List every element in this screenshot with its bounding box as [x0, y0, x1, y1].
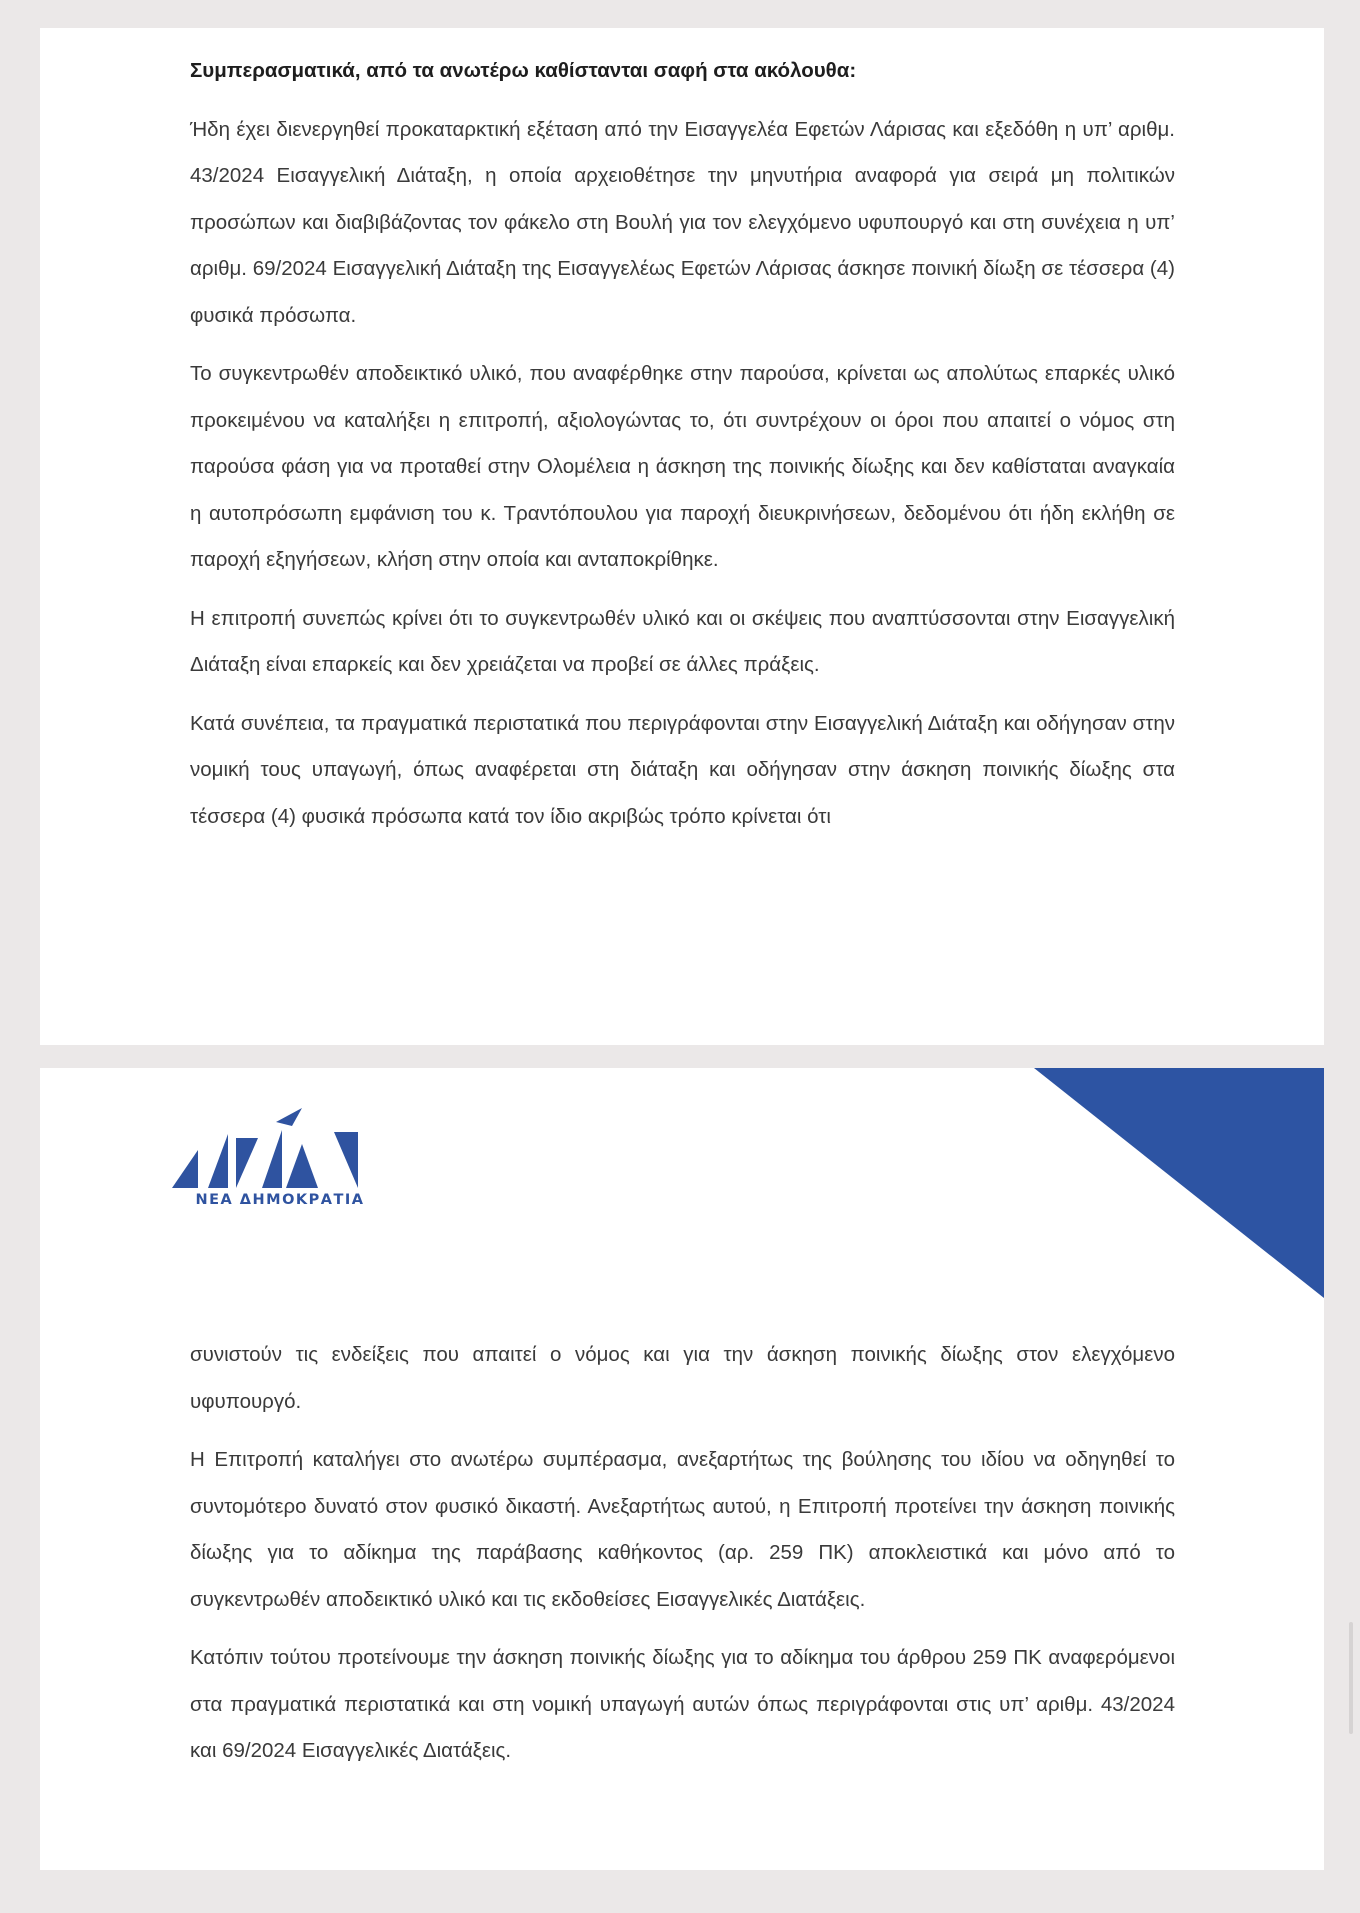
paragraph-preliminary-investigation: Ήδη έχει διενεργηθεί προκαταρκτική εξέταση από την Εισαγγελέα Εφετών Λάρισας και εξεδόθη η υπ’ αριθμ. 43/2024 Εισαγγελική Διάταξη, η οποία αρχειοθέτησε την μηνυτήρια αναφορά για σειρά μη πολιτικών προσώπων και διαβιβάζοντας τον φάκελο στη Βουλή για τον ελεγχόμενο υφυπουργό και στη συνέχεια η υπ’ αριθμ. 69/2024 Εισαγγελική Διάταξη της Εισαγγελέως Εφετών Λάρισας άσκησε ποινική δίωξη σε τέσσερα (4) φυσικά πρόσωπα.: [190, 117, 1175, 327]
paragraph-committee-judgement: Η επιτροπή συνεπώς κρίνει ότι το συγκεντρωθέν υλικό και οι σκέψεις που αναπτύσσονται στην Εισαγγελική Διάταξη είναι επαρκείς και δεν χρειάζεται να προβεί σε άλλες πράξεις.: [190, 606, 1175, 676]
logo-text: ΝΕΑ ΔΗΜΟΚΡΑΤΙΑ: [195, 1192, 365, 1208]
paragraph-consequently: Κατά συνέπεια, τα πραγματικά περιστατικά που περιγράφονται στην Εισαγγελική Διάταξη και οδήγησαν στην νομική τους υπαγωγή, όπως αναφέρεται στη διάταξη και οδήγησαν στην άσκηση ποινικής δίωξης στα τέσσερα (4) φυσικά πρόσωπα κατά τον ίδιο ακριβώς τρόπο κρίνεται ότι: [190, 711, 1175, 828]
nea-dimokratia-logo: [160, 1108, 400, 1218]
paragraph-continuation: συνιστούν τις ενδείξεις που απαιτεί ο νόμος και για την άσκηση ποινικής δίωξης στον ελεγχόμενο υφυπουργό.: [190, 1343, 1175, 1413]
paragraph-evidence-sufficiency: Το συγκεντρωθέν αποδεικτικό υλικό, που αναφέρθηκε στην παρούσα, κρίνεται ως απολύτως επαρκές υλικό προκειμένου να καταλήξει η επιτροπή, αξιολογώντας το, ότι συντρέχουν οι όροι που απαιτεί ο νόμος στη παρούσα φάση για να προταθεί στην Ολομέλεια η άσκηση της ποινικής δίωξης και δεν καθίσταται αναγκαία η αυτοπρόσωπη εμφάνιση του κ. Τραντόπουλου για παροχή διευκρινήσεων, δεδομένου ότι ήδη εκλήθη σε παροχή εξηγήσεων, κλήση στην οποία και ανταποκρίθηκε.: [190, 362, 1175, 571]
corner-triangle-decoration: [1034, 1068, 1324, 1298]
page-1-text: [190, 48, 1175, 852]
document-page-2: [40, 1068, 1324, 1870]
document-page-1: [40, 28, 1324, 1045]
page-2-text: [190, 1332, 1175, 1787]
nd-logo-mark-icon: [160, 1108, 400, 1192]
scrollbar-thumb[interactable]: [1349, 1622, 1353, 1734]
conclusions-heading: Συμπερασματικά, από τα ανωτέρω καθίστανται σαφή στα ακόλουθα:: [190, 59, 857, 82]
paragraph-proposal: Κατόπιν τούτου προτείνουμε την άσκηση ποινικής δίωξης για το αδίκημα του άρθρου 259 ΠΚ αναφερόμενοι στα πραγματικά περιστατικά και στη νομική υπαγωγή αυτών όπως περιγράφονται στις υπ’ αριθμ. 43/2024 και 69/2024 Εισαγγελικές Διατάξεις.: [190, 1646, 1175, 1762]
paragraph-committee-conclusion: Η Επιτροπή καταλήγει στο ανωτέρω συμπέρασμα, ανεξαρτήτως της βούλησης του ιδίου να οδηγηθεί το συντομότερο δυνατό στον φυσικό δικαστή. Ανεξαρτήτως αυτού, η Επιτροπή προτείνει την άσκηση ποινικής δίωξης για το αδίκημα της παράβασης καθήκοντος (αρ. 259 ΠΚ) αποκλειστικά και μόνο από το συγκεντρωθέν αποδεικτικό υλικό και τις εκδοθείσες Εισαγγελικές Διατάξεις.: [190, 1448, 1175, 1611]
